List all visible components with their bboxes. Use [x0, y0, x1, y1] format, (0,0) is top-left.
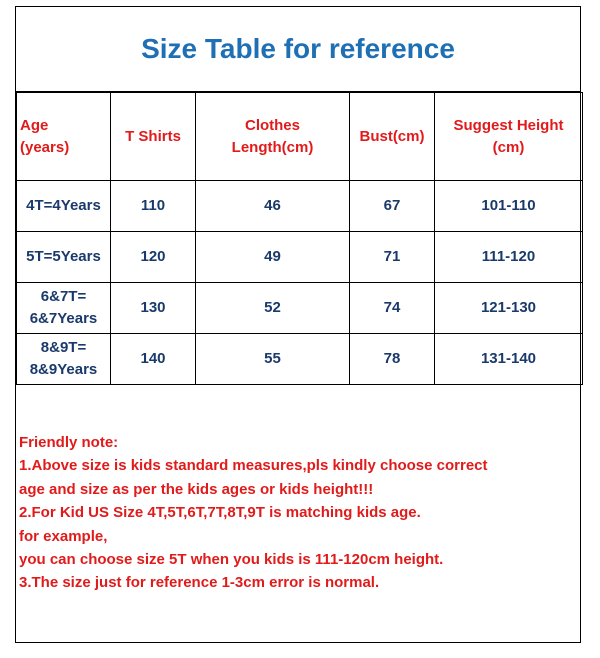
header-tshirts: T Shirts — [111, 93, 196, 181]
tshirt-cell: 140 — [111, 334, 196, 385]
length-cell: 52 — [196, 283, 350, 334]
age-cell-line-1: 6&7T= — [40, 288, 87, 305]
length-cell: 46 — [196, 181, 350, 232]
bust-cell: 74 — [350, 283, 435, 334]
height-cell: 101-110 — [435, 181, 583, 232]
length-cell: 55 — [196, 334, 350, 385]
age-cell — [17, 232, 111, 283]
table-row — [17, 283, 583, 334]
header-age-line-2: (years) — [20, 138, 70, 156]
note-line: 1.Above size is kids standard measures,pls kindly choose correct — [19, 457, 488, 475]
age-cell-line: 5T=5Years — [26, 248, 101, 265]
header-clothes-length-line-2: Length(cm) — [231, 138, 314, 156]
age-cell — [17, 283, 111, 334]
age-cell-line: 4T=4Years — [26, 197, 101, 214]
header-clothes-length — [196, 93, 350, 181]
table-row — [17, 232, 583, 283]
bust-cell: 78 — [350, 334, 435, 385]
age-cell-line-2: 8&9Years — [29, 361, 98, 378]
bust-cell: 67 — [350, 181, 435, 232]
age-cell-line-1: 8&9T= — [40, 339, 87, 356]
note-line: age and size as per the kids ages or kids height!!! — [19, 480, 374, 498]
header-age-line-1: Age — [20, 116, 49, 134]
height-cell: 131-140 — [435, 334, 583, 385]
note-line: 3.The size just for reference 1-3cm error is normal. — [19, 574, 380, 592]
age-cell — [17, 334, 111, 385]
tshirt-cell: 120 — [111, 232, 196, 283]
header-suggest-height-line-2: (cm) — [492, 138, 525, 156]
bust-cell: 71 — [350, 232, 435, 283]
page-title: Size Table for reference — [16, 7, 580, 92]
note-line: for example, — [19, 527, 108, 545]
age-cell — [17, 181, 111, 232]
header-clothes-length-line-1: Clothes — [244, 116, 300, 134]
table-row — [17, 334, 583, 385]
tshirt-cell: 130 — [111, 283, 196, 334]
note-heading: Friendly note: — [19, 434, 119, 451]
height-cell: 111-120 — [435, 232, 583, 283]
age-cell-line-2: 6&7Years — [29, 310, 98, 327]
header-suggest-height — [435, 93, 583, 181]
note-line: 2.For Kid US Size 4T,5T,6T,7T,8T,9T is matching kids age. — [19, 504, 421, 522]
tshirt-cell: 110 — [111, 181, 196, 232]
note-line: you can choose size 5T when you kids is 111-120cm height. — [19, 551, 444, 569]
friendly-note — [19, 431, 575, 595]
header-suggest-height-line-1: Suggest Height — [453, 116, 564, 134]
size-chart — [15, 6, 581, 643]
header-bust: Bust(cm) — [350, 93, 435, 181]
height-cell: 121-130 — [435, 283, 583, 334]
header-age — [17, 93, 111, 181]
table-header-row — [17, 93, 583, 181]
table-row — [17, 181, 583, 232]
size-table — [16, 92, 583, 385]
length-cell: 49 — [196, 232, 350, 283]
